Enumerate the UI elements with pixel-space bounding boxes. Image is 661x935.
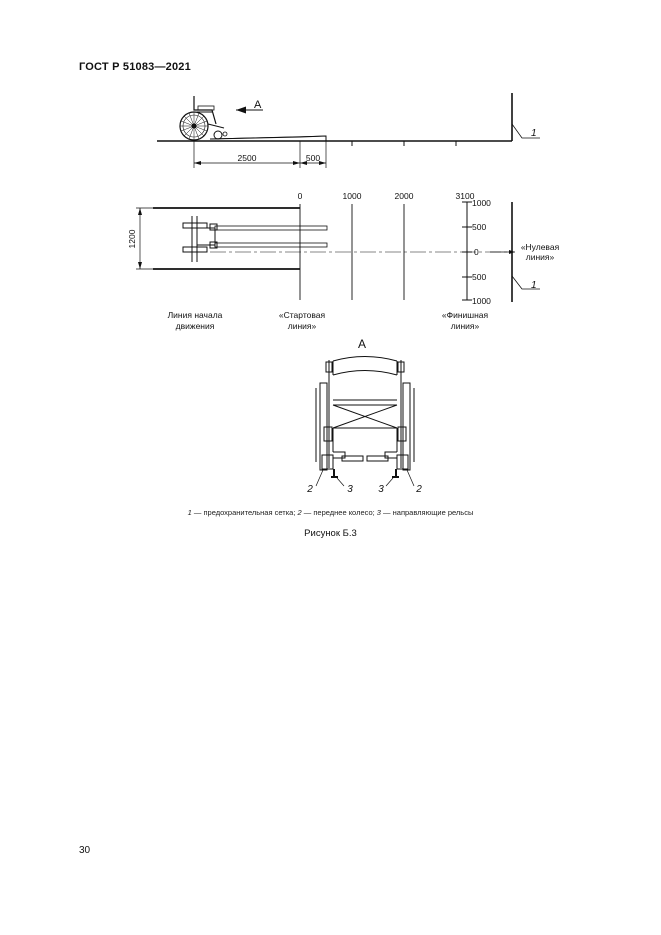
- callout-3-left: 3: [347, 484, 353, 495]
- callout-1-plan: 1: [531, 280, 537, 291]
- page-number: 30: [79, 845, 91, 856]
- zero-line-label-1: «Нулевая: [520, 242, 560, 252]
- legend-text-3: — направляющие рельсы: [380, 508, 474, 517]
- legend-num-2: 2: [297, 508, 302, 517]
- y-tick-500-bottom: 500: [472, 272, 487, 282]
- callout-2-left: 2: [307, 484, 313, 495]
- x-tick-0: 0: [297, 191, 303, 201]
- zero-line-label-2: линия»: [525, 252, 555, 262]
- plan-view: [136, 202, 540, 302]
- start-line-label-2: линия»: [287, 321, 317, 331]
- y-tick-1000-bottom: 1000: [472, 296, 491, 306]
- callout-2-right: 2: [416, 484, 422, 495]
- figure-title: Рисунок Б.3: [304, 528, 357, 539]
- y-tick-500-top: 500: [472, 222, 487, 232]
- finish-line-label-2: линия»: [450, 321, 480, 331]
- finish-line-label-1: «Финишная: [441, 310, 489, 320]
- view-a-marker: A: [254, 99, 262, 111]
- view-a-title: A: [357, 337, 367, 351]
- view-a-wheelchair-front-icon: [316, 357, 414, 487]
- callout-3-right: 3: [378, 484, 384, 495]
- document-header: ГОСТ Р 51083—2021: [79, 61, 191, 73]
- start-line-label-1: «Стартовая: [278, 310, 326, 320]
- callout-1-top: 1: [531, 128, 537, 139]
- dim-500: 500: [305, 153, 321, 163]
- start-motion-label-2: движения: [175, 321, 215, 331]
- x-tick-2000: 2000: [394, 191, 414, 201]
- y-tick-1000-top: 1000: [472, 198, 491, 208]
- wheelchair-side-icon: [180, 96, 227, 140]
- legend-num-1: 1: [187, 508, 192, 517]
- x-tick-1000: 1000: [342, 191, 362, 201]
- start-motion-label-1: Линия начала: [167, 310, 223, 320]
- side-view: [157, 93, 540, 168]
- legend-text-1: — предохранительная сетка;: [191, 508, 298, 517]
- wheelchair-top-icon: [183, 216, 217, 262]
- dim-2500: 2500: [237, 153, 257, 163]
- dim-1200: 1200: [127, 229, 137, 249]
- legend-text-2: — переднее колесо;: [301, 508, 377, 517]
- x-tick-3100: 3100: [455, 191, 475, 201]
- figure-legend: [0, 508, 661, 517]
- y-tick-0: 0: [474, 247, 479, 257]
- legend-num-3: 3: [376, 508, 381, 517]
